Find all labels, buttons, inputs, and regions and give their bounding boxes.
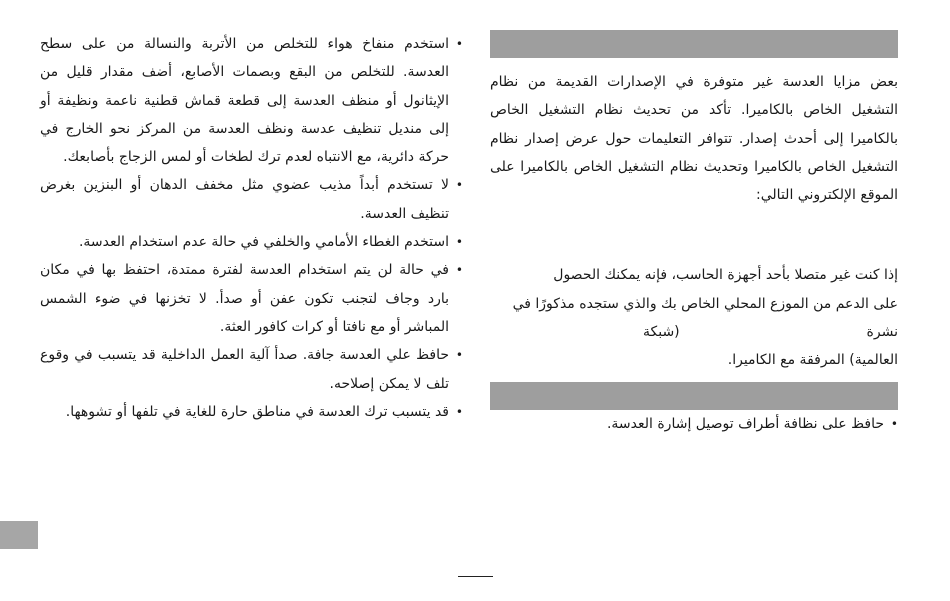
care-bullet-list: [490, 410, 898, 438]
page-number-rule: [458, 576, 493, 577]
support-line: إذا كنت غير متصلا بأحد أجهزة الحاسب، فإنه يمكنك الحصول: [553, 267, 898, 284]
firmware-paragraph: بعض مزايا العدسة غير متوفرة في الإصدارات القديمة من نظام التشغيل الخاص بالكاميرا. تأكد من تحديث نظام التشغيل الخاص بالكاميرا إلى أحدث إصدار. تتوافر التعليمات حول عرض إصدار نظام التشغيل الخاص بالكاميرا وتحديث نظام التشغيل الخاص بالكاميرا على الموقع الإلكتروني التالي:: [490, 74, 898, 204]
cleaning-bullet-list: [40, 30, 463, 426]
list-item: • استخدم منفاخ هواء للتخلص من الأتربة والنسالة من على سطح العدسة. للتخلص من البقع وبصمات الأصابع، أضف مقدار قليل من الإيثانول أو منظف العدسة إلى قطعة قماش قطنية ناعمة ونظيفة أو إلى منديل تنظيف عدسة ونظف العدسة من المركز نحو الخارج في حركة دائرية، مع الانتباه لعدم ترك لطخات أو لمس الزجاج بأصابعك.: [40, 30, 463, 171]
list-item: • لا تستخدم أبداً مذيب عضوي مثل مخفف الدهان أو البنزين بغرض تنظيف العدسة.: [40, 171, 463, 228]
support-paragraph: [490, 261, 898, 374]
support-line: نشرة (شبكة: [642, 324, 898, 341]
section-header-bar: [490, 382, 898, 410]
support-line: على الدعم من الموزع المحلي الخاص بك والذي ستجده مذكورًا في: [512, 295, 898, 312]
left-column: [40, 30, 463, 426]
right-column: [490, 30, 898, 438]
list-item: • في حالة لن يتم استخدام العدسة لفترة ممتدة، احتفظ بها في مكان بارد وجاف لتجنب تكون عفن أو صدأ. لا تخزنها في ضوء الشمس المباشر أو مع نافتا أو كرات كافور العثة.: [40, 256, 463, 341]
list-item: • حافظ علي العدسة جافة. صدأ آلية العمل الداخلية قد يتسبب في وقوع تلف لا يمكن إصلاحه.: [40, 341, 463, 398]
list-item: • استخدم الغطاء الأمامي والخلفي في حالة عدم استخدام العدسة.: [40, 228, 463, 256]
page-tab-marker: [0, 521, 38, 549]
section-header-bar: [490, 30, 898, 58]
list-item: • قد يتسبب ترك العدسة في مناطق حارة للغاية في تلفها أو تشوهها.: [40, 398, 463, 426]
list-item: • حافظ على نظافة أطراف توصيل إشارة العدسة.: [490, 410, 898, 438]
support-line: العالمية) المرفقة مع الكاميرا.: [727, 352, 898, 369]
